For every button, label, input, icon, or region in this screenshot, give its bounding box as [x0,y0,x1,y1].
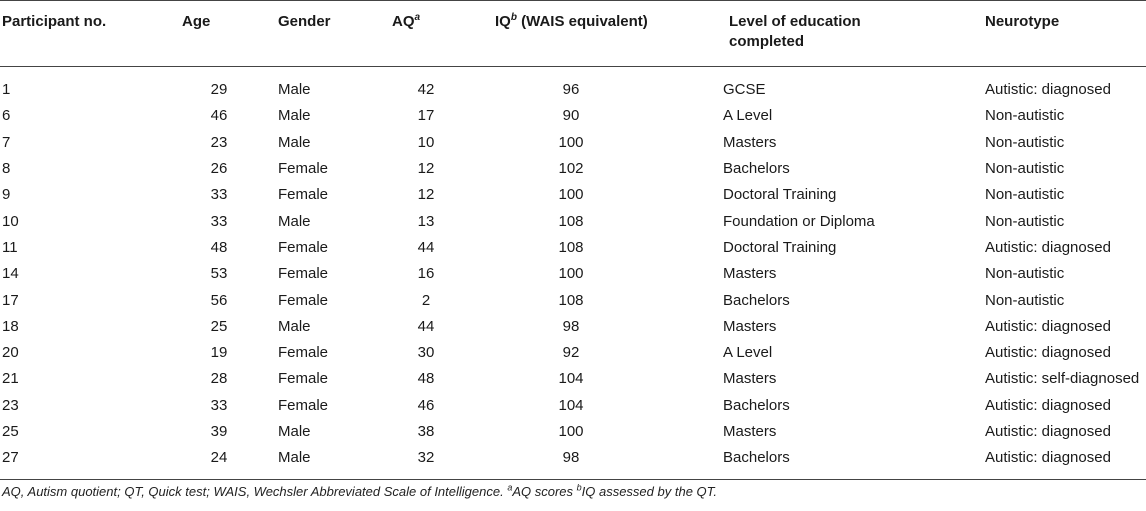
cell-gender: Female [278,344,329,362]
cell-participant: 1 [2,81,11,99]
footnote-sup-a: a [507,482,513,493]
header-iq [479,1,723,67]
cell-education: A Level [723,344,773,362]
header-education-label: Level of education completed [729,13,861,50]
table-header [0,1,1146,67]
cell-aq: 10 [417,133,435,151]
cell-gender: Female [278,160,329,178]
cell-iq: 108 [558,291,584,309]
cell-participant: 14 [2,265,19,283]
cell-aq: 38 [417,423,435,440]
cell-neurotype: Autistic: self-diagnosed [985,370,1140,388]
table-row [0,314,1146,340]
footnote-abbreviations: AQ, Autism quotient; QT, Quick test; WAIS, Wechsler Abbreviated Scale of Intelligence. [2,484,508,499]
header-iq-rest: (WAIS equivalent) [516,13,648,30]
table-row [0,67,1146,104]
cell-iq: 100 [558,265,584,283]
cell-iq: 98 [562,317,580,335]
table-row [0,130,1146,156]
footnote-note-b: IQ assessed by the QT. [581,484,718,499]
cell-iq: 92 [562,344,580,362]
cell-neurotype: Autistic: diagnosed [985,449,1111,467]
cell-age: 56 [210,291,228,309]
cell-education: Bachelors [723,396,790,414]
cell-education: Bachelors [723,160,790,178]
cell-participant: 6 [2,107,11,125]
cell-neurotype: Non-autistic [985,212,1065,230]
cell-age: 48 [210,238,228,256]
cell-education: Foundation or Diploma [723,212,875,230]
cell-age: 46 [210,107,228,125]
header-participant [0,1,160,67]
table-row [0,419,1146,445]
cell-aq: 44 [417,317,435,335]
table-row [0,103,1146,129]
cell-iq: 104 [558,396,584,414]
cell-gender: Female [278,370,329,388]
cell-age: 33 [210,212,228,230]
table-row [0,156,1146,182]
cell-gender: Male [278,317,311,335]
cell-gender: Male [278,423,311,440]
cell-iq: 100 [558,423,584,440]
cell-participant: 25 [2,423,19,440]
cell-education: Masters [723,133,777,151]
header-education [723,1,985,67]
footnote-sup-b: b [576,482,582,493]
header-aq [373,1,479,67]
cell-gender: Female [278,238,329,256]
header-iq-superscript: b [510,12,517,23]
cell-education: Bachelors [723,291,790,309]
cell-participant: 23 [2,396,19,414]
header-aq-superscript: a [414,12,421,23]
cell-participant: 18 [2,317,19,335]
cell-iq: 104 [558,370,584,388]
cell-education: Masters [723,317,777,335]
cell-neurotype: Non-autistic [985,186,1065,204]
cell-iq: 100 [558,133,584,151]
cell-aq: 12 [417,160,435,178]
cell-gender: Female [278,396,329,414]
cell-neurotype: Autistic: diagnosed [985,396,1111,414]
cell-neurotype: Non-autistic [985,160,1065,178]
header-gender-label: Gender [278,13,331,30]
cell-iq: 100 [558,186,584,204]
cell-gender: Female [278,265,329,283]
cell-age: 33 [210,186,228,204]
table-row [0,366,1146,392]
cell-iq: 108 [558,238,584,256]
cell-participant: 8 [2,160,11,178]
header-age-label: Age [182,13,211,30]
cell-age: 33 [210,396,228,414]
footnote-note-a: AQ scores [512,484,577,499]
cell-iq: 98 [562,449,580,467]
cell-age: 24 [210,449,228,467]
cell-iq: 108 [558,212,584,230]
table-body [0,67,1146,480]
header-neurotype-label: Neurotype [985,13,1060,30]
table-row [0,208,1146,234]
header-participant-label: Participant no. [2,13,107,30]
cell-age: 28 [210,370,228,388]
cell-gender: Male [278,212,311,230]
cell-age: 25 [210,317,228,335]
cell-participant: 20 [2,344,19,362]
cell-age: 39 [210,423,228,440]
header-row [0,1,1146,67]
cell-age: 19 [210,344,228,362]
table-row [0,393,1146,419]
cell-neurotype: Autistic: diagnosed [985,317,1111,335]
cell-aq: 42 [417,81,435,99]
cell-aq: 17 [417,107,435,125]
cell-age: 29 [210,81,228,99]
header-age [160,1,278,67]
cell-education: Bachelors [723,449,790,467]
cell-aq: 48 [417,370,435,388]
table-row [0,235,1146,261]
cell-participant: 10 [2,212,19,230]
cell-neurotype: Autistic: diagnosed [985,238,1111,256]
cell-participant: 7 [2,133,11,151]
cell-aq: 46 [417,396,435,414]
cell-neurotype: Autistic: diagnosed [985,81,1111,99]
cell-education: Doctoral Training [723,238,837,256]
cell-gender: Male [278,107,311,125]
table-row [0,261,1146,287]
cell-participant: 17 [2,291,19,309]
cell-gender: Male [278,449,311,467]
cell-gender: Male [278,133,311,151]
cell-aq: 32 [417,449,435,467]
header-aq-label: AQ [392,13,415,30]
cell-aq: 2 [421,291,431,309]
cell-neurotype: Autistic: diagnosed [985,423,1111,440]
cell-neurotype: Non-autistic [985,133,1065,151]
cell-participant: 11 [2,238,18,256]
cell-gender: Female [278,186,329,204]
cell-age: 23 [210,133,228,151]
cell-neurotype: Non-autistic [985,265,1065,283]
cell-education: GCSE [723,81,766,99]
cell-iq: 96 [562,81,580,99]
cell-aq: 16 [417,265,435,283]
cell-aq: 44 [417,238,435,256]
cell-gender: Female [278,291,329,309]
cell-age: 26 [210,160,228,178]
header-gender [278,1,373,67]
cell-age: 53 [210,265,228,283]
cell-education: Masters [723,370,777,388]
cell-neurotype: Non-autistic [985,291,1065,309]
cell-iq: 90 [562,107,580,125]
header-iq-label: IQ [495,13,511,30]
cell-neurotype: Non-autistic [985,107,1065,125]
table-row [0,182,1146,208]
cell-participant: 27 [2,449,19,467]
cell-neurotype: Autistic: diagnosed [985,344,1111,362]
header-neurotype [985,1,1146,67]
table-footnote [2,484,717,499]
cell-gender: Male [278,81,311,99]
cell-aq: 30 [417,344,435,362]
table-row [0,287,1146,313]
cell-education: A Level [723,107,773,125]
cell-aq: 12 [417,186,435,204]
cell-participant: 9 [2,186,11,204]
cell-iq: 102 [558,160,584,178]
cell-education: Masters [723,423,777,440]
table-row [0,445,1146,480]
table-row [0,340,1146,366]
cell-participant: 21 [2,370,19,388]
cell-aq: 13 [417,212,435,230]
cell-education: Masters [723,265,777,283]
cell-education: Doctoral Training [723,186,837,204]
